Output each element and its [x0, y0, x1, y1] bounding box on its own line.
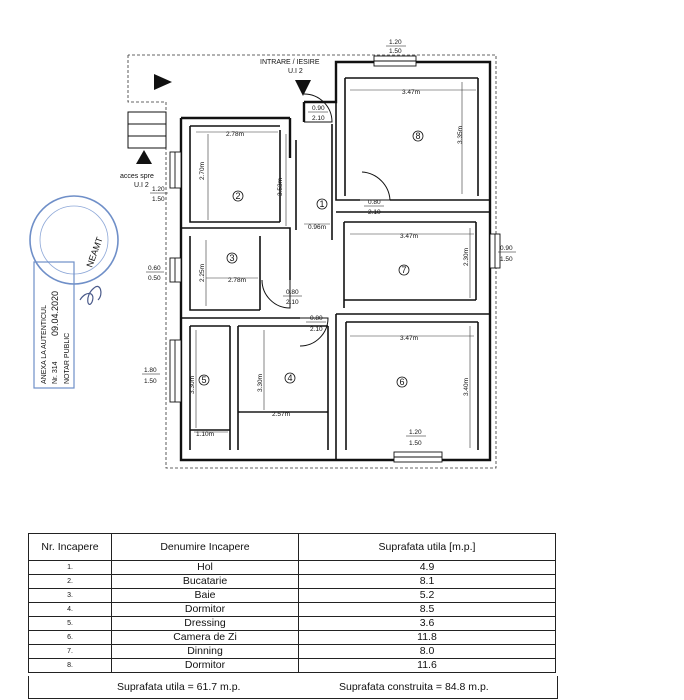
svg-text:1.80: 1.80 [144, 367, 157, 374]
door-label-entry [308, 105, 328, 122]
useful-area-total: Suprafata utila = 61.7 m.p. [117, 681, 241, 693]
table-row: 6. Camera de Zi 11.8 [29, 631, 556, 645]
svg-text:NEAMT: NEAMT [84, 235, 105, 269]
dim-d6-w: 3.47m [400, 335, 419, 342]
entrance-label: INTRARE / IESIRE [260, 59, 320, 66]
room-number-7: 7 [401, 265, 407, 275]
svg-text:2.10: 2.10 [310, 326, 323, 333]
dim-d5-w: 1.10m [196, 431, 215, 438]
svg-text:1.50: 1.50 [144, 378, 157, 385]
svg-text:0.50: 0.50 [148, 275, 161, 282]
svg-text:1.20: 1.20 [152, 186, 165, 193]
access-steps [128, 112, 166, 148]
dim-d8-h: 3.35m [457, 125, 464, 144]
svg-text:09.04.2020: 09.04.2020 [50, 290, 60, 336]
dim-d7-h: 2.30m [463, 247, 470, 266]
room-number-5: 5 [201, 375, 207, 385]
svg-text:0.80: 0.80 [368, 199, 381, 206]
dim-d3-h: 2.25m [199, 263, 206, 282]
svg-text:2.10: 2.10 [368, 209, 381, 216]
door-label-8 [364, 199, 384, 216]
dim-d2-h2: 3.53m [277, 177, 284, 196]
svg-text:1.20: 1.20 [389, 39, 402, 46]
svg-text:1.20: 1.20 [409, 429, 422, 436]
arrow-right-icon [154, 74, 172, 90]
svg-text:1.50: 1.50 [152, 196, 165, 203]
rooms-table [28, 533, 556, 673]
window-label-left-mid [146, 265, 164, 282]
table-row: 4. Dormitor 8.5 [29, 603, 556, 617]
ui-label-top: U.I 2 [288, 68, 303, 75]
dim-d3-w: 2.78m [228, 277, 247, 284]
table-row: 5. Dressing 3.6 [29, 617, 556, 631]
table-row: 2. Bucatarie 8.1 [29, 575, 556, 589]
door-label-3 [283, 289, 302, 306]
svg-text:NOTAR PUBLIC: NOTAR PUBLIC [64, 332, 71, 384]
table-row: 3. Baie 5.2 [29, 589, 556, 603]
svg-text:1.50: 1.50 [500, 256, 513, 263]
table-footer [28, 676, 558, 699]
room-number-8: 8 [415, 131, 421, 141]
notary-stamp [30, 196, 118, 388]
dim-d1-w: 0.96m [308, 224, 327, 231]
svg-text:1.50: 1.50 [409, 440, 422, 447]
built-area-total: Suprafata construita = 84.8 m.p. [339, 681, 489, 693]
dim-d7-w: 3.47m [400, 233, 419, 240]
table-row: 1. Hol 4.9 [29, 561, 556, 575]
room-number-6: 6 [399, 377, 405, 387]
window-label-right [498, 245, 516, 263]
room-number-4: 4 [287, 373, 293, 383]
room-number-1: 1 [319, 199, 325, 209]
svg-text:Nr. 314: Nr. 314 [52, 361, 59, 384]
dim-d6-h: 3.40m [463, 377, 470, 396]
svg-text:2.10: 2.10 [312, 115, 325, 122]
arrow-down-icon [295, 80, 311, 96]
dim-d5-h: 3.30m [189, 375, 196, 394]
svg-text:1.50: 1.50 [389, 48, 402, 55]
svg-text:2.10: 2.10 [286, 299, 299, 306]
header-nr: Nr. Incapere [29, 534, 112, 561]
svg-text:0.90: 0.90 [312, 105, 325, 112]
dim-d4-h: 3.30m [257, 373, 264, 392]
svg-text:0.80: 0.80 [310, 315, 323, 322]
dim-d4-w: 2.57m [272, 411, 291, 418]
svg-text:0.90: 0.90 [500, 245, 513, 252]
room-number-2: 2 [235, 191, 241, 201]
dim-d2-h1: 2.70m [199, 161, 206, 180]
window-label-left-top [150, 186, 168, 203]
window-label-bottom [406, 429, 426, 447]
room-number-3: 3 [229, 253, 235, 263]
window-label-top [386, 39, 406, 55]
header-area: Suprafata utila [m.p.] [299, 534, 556, 561]
room-numbers [202, 131, 421, 387]
arrow-up-icon [136, 150, 152, 164]
svg-text:0.80: 0.80 [286, 289, 299, 296]
dim-d8-w: 3.47m [402, 89, 421, 96]
header-name: Denumire Incapere [112, 534, 299, 561]
window-label-left-bot [142, 367, 160, 385]
table-row: 7. Dinning 8.0 [29, 645, 556, 659]
dim-d2-w: 2.78m [226, 131, 245, 138]
svg-text:ANEXA LA AUTENTICUL: ANEXA LA AUTENTICUL [41, 305, 48, 384]
table-header [29, 534, 556, 561]
door-swings [262, 94, 390, 346]
access-label: acces spre [120, 173, 154, 180]
signature [80, 286, 101, 304]
svg-text:0.60: 0.60 [148, 265, 161, 272]
ui-label-left: U.I 2 [134, 182, 149, 189]
table-row: 8. Dormitor 11.6 [29, 659, 556, 673]
